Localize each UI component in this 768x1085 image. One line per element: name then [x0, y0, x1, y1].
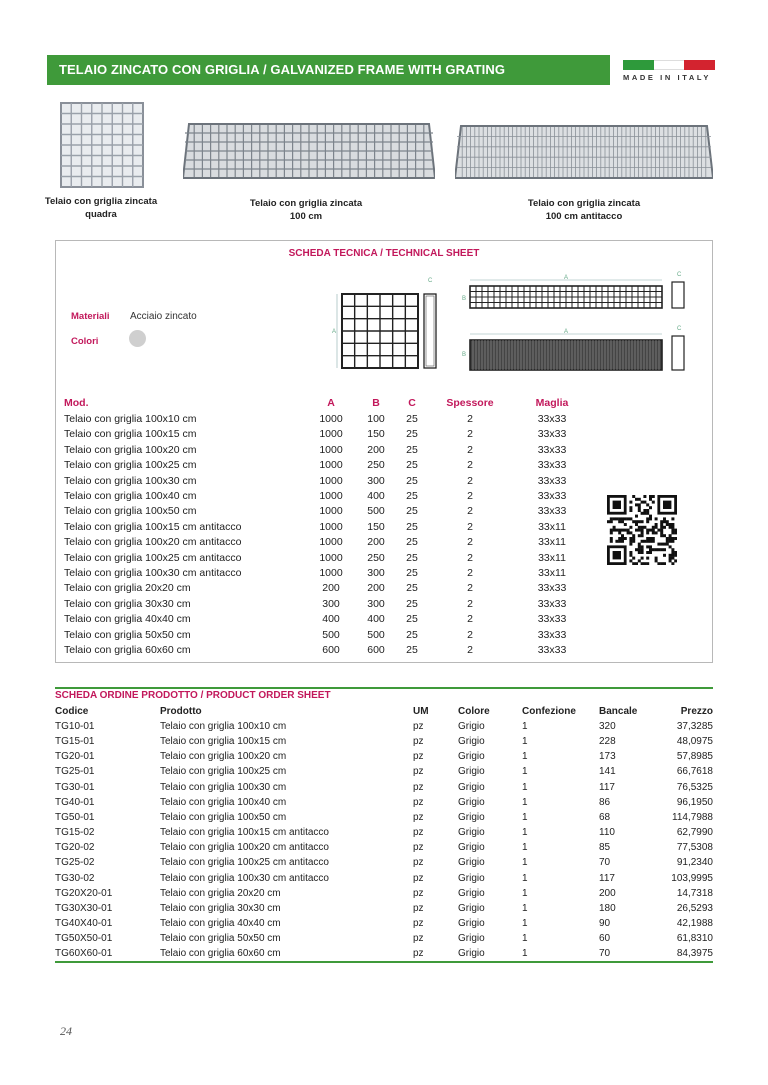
- order-cell-prezzo: 96,1950: [676, 796, 713, 808]
- order-cell-colore: Grigio: [458, 887, 485, 899]
- tech-cell-spessore: 2: [467, 490, 473, 502]
- order-cell-prodotto: Telaio con griglia 20x20 cm: [160, 887, 281, 899]
- tech-cell-maglia: 33x11: [538, 551, 566, 564]
- order-cell-codice: TG50X50-01: [55, 933, 113, 945]
- order-cell-bancale: 228: [599, 736, 616, 748]
- tech-cell-b: 500: [367, 628, 385, 641]
- tech-cell-b: 200: [367, 536, 385, 549]
- tech-cell-spessore: 2: [467, 597, 473, 610]
- tech-cell-a: 1000: [319, 567, 343, 579]
- tech-cell-b: 250: [367, 551, 385, 564]
- tech-cell-spessore: 2: [467, 505, 473, 518]
- tech-cell-a: 400: [322, 613, 340, 626]
- order-cell-colore: Grigio: [458, 917, 485, 929]
- order-cell-colore: Grigio: [458, 811, 485, 823]
- tech-cell-b: 300: [367, 567, 385, 579]
- order-cell-codice: TG40X40-01: [55, 917, 113, 929]
- order-sheet-bottom-rule: [55, 961, 713, 963]
- tech-cell-maglia: 33x33: [537, 613, 567, 626]
- order-cell-colore: Grigio: [458, 796, 485, 808]
- tech-cell-mod: Telaio con griglia 100x20 cm antitacco: [64, 536, 242, 549]
- tech-cell-a: 1000: [319, 428, 343, 441]
- tech-cell-a: 200: [322, 582, 340, 595]
- tech-cell-c: 25: [406, 536, 418, 549]
- order-cell-confezione: 1: [522, 842, 528, 854]
- order-cell-colore: Grigio: [458, 721, 485, 732]
- col-header-prodotto: Prodotto: [160, 706, 202, 717]
- order-cell-confezione: 1: [522, 948, 528, 960]
- order-cell-confezione: 1: [522, 736, 528, 748]
- order-cell-codice: TG30X30-01: [55, 902, 113, 914]
- tech-cell-b: 500: [367, 505, 385, 518]
- tech-cell-b: 600: [367, 644, 385, 656]
- tech-cell-mod: Telaio con griglia 30x30 cm: [64, 597, 191, 610]
- tech-cell-c: 25: [406, 459, 418, 472]
- tech-cell-mod: Telaio con griglia 20x20 cm: [64, 582, 191, 595]
- order-cell-bancale: 70: [599, 948, 611, 960]
- tech-cell-c: 25: [406, 474, 418, 487]
- tech-cell-spessore: 2: [467, 428, 473, 441]
- order-cell-prezzo: 37,3285: [676, 721, 713, 732]
- product-caption: Telaio con griglia zincata quadra: [44, 196, 158, 220]
- order-cell-confezione: 1: [522, 872, 528, 884]
- tech-cell-b: 100: [367, 413, 385, 425]
- order-cell-bancale: 173: [599, 751, 616, 763]
- order-cell-codice: TG60X60-01: [55, 948, 113, 960]
- tech-cell-maglia: 33x33: [537, 582, 567, 595]
- tech-cell-b: 150: [367, 428, 385, 441]
- tech-cell-maglia: 33x11: [538, 567, 566, 579]
- order-cell-colore: Grigio: [458, 736, 485, 748]
- order-cell-codice: TG50-01: [55, 811, 95, 823]
- order-cell-colore: Grigio: [458, 827, 485, 839]
- tech-cell-maglia: 33x33: [537, 474, 567, 487]
- italy-flag-icon: [623, 60, 715, 70]
- col-header-spessore: Spessore: [446, 397, 494, 409]
- order-cell-bancale: 70: [599, 857, 611, 869]
- col-header-maglia: Maglia: [535, 397, 569, 409]
- order-cell-confezione: 1: [522, 721, 528, 732]
- tech-cell-a: 600: [322, 644, 340, 656]
- tech-cell-c: 25: [406, 628, 418, 641]
- order-cell-codice: TG20-01: [55, 751, 95, 763]
- order-cell-prodotto: Telaio con griglia 100x25 cm: [160, 766, 287, 778]
- tech-cell-mod: Telaio con griglia 100x25 cm antitacco: [64, 551, 242, 564]
- order-cell-bancale: 68: [599, 811, 611, 823]
- order-cell-codice: TG20X20-01: [55, 887, 113, 899]
- tech-cell-mod: Telaio con griglia 100x25 cm: [64, 459, 197, 472]
- order-cell-prezzo: 42,1988: [676, 917, 713, 929]
- product-image-square: [60, 102, 144, 188]
- materials-label: Materiali: [71, 311, 110, 322]
- order-cell-um: pz: [413, 827, 424, 839]
- order-cell-um: pz: [413, 857, 424, 869]
- tech-cell-mod: Telaio con griglia 50x50 cm: [64, 628, 191, 641]
- tech-cell-maglia: 33x33: [537, 490, 567, 502]
- tech-cell-maglia: 33x33: [537, 428, 567, 441]
- col-header-codice: Codice: [55, 706, 89, 717]
- order-cell-prezzo: 26,5293: [676, 902, 713, 914]
- tech-cell-b: 400: [367, 613, 385, 626]
- order-cell-um: pz: [413, 917, 424, 929]
- tech-cell-mod: Telaio con griglia 100x50 cm: [64, 505, 197, 518]
- order-cell-prezzo: 91,2340: [676, 857, 713, 869]
- order-cell-codice: TG20-02: [55, 842, 95, 854]
- order-cell-colore: Grigio: [458, 842, 485, 854]
- order-sheet-title: SCHEDA ORDINE PRODOTTO / PRODUCT ORDER SHEET: [55, 690, 331, 701]
- order-cell-prodotto: Telaio con griglia 50x50 cm: [160, 933, 281, 945]
- order-cell-confezione: 1: [522, 857, 528, 869]
- order-cell-confezione: 1: [522, 751, 528, 763]
- order-cell-um: pz: [413, 796, 424, 808]
- product-caption: Telaio con griglia zincata 100 cm: [249, 198, 363, 222]
- tech-cell-spessore: 2: [467, 644, 473, 656]
- tech-cell-a: 1000: [319, 536, 343, 549]
- materials-value: Acciaio zincato: [130, 311, 197, 322]
- tech-cell-maglia: 33x11: [538, 536, 566, 549]
- tech-cell-b: 400: [367, 490, 385, 502]
- order-cell-codice: TG25-02: [55, 857, 95, 869]
- colors-label: Colori: [71, 336, 99, 347]
- dim-a-label: A: [564, 275, 569, 281]
- order-cell-um: pz: [413, 872, 424, 884]
- tech-cell-mod: Telaio con griglia 60x60 cm: [64, 644, 191, 656]
- product-caption: Telaio con griglia zincata 100 cm antitacco: [527, 198, 641, 222]
- tech-cell-maglia: 33x33: [537, 628, 567, 641]
- order-cell-prezzo: 103,9995: [671, 872, 713, 884]
- tech-cell-maglia: 33x33: [537, 644, 567, 656]
- order-cell-bancale: 200: [599, 887, 616, 899]
- order-cell-um: pz: [413, 781, 424, 793]
- order-cell-colore: Grigio: [458, 948, 485, 960]
- tech-cell-a: 1000: [319, 413, 343, 425]
- order-cell-bancale: 110: [599, 827, 615, 839]
- tech-cell-mod: Telaio con griglia 100x10 cm: [64, 413, 197, 425]
- tech-cell-c: 25: [406, 490, 418, 502]
- order-cell-um: pz: [413, 887, 424, 899]
- order-cell-prezzo: 14,7318: [676, 887, 713, 899]
- order-cell-confezione: 1: [522, 917, 528, 929]
- order-cell-confezione: 1: [522, 766, 528, 778]
- tech-cell-c: 25: [406, 428, 418, 441]
- order-cell-prodotto: Telaio con griglia 100x15 cm: [160, 736, 287, 748]
- tech-cell-a: 500: [322, 628, 340, 641]
- tech-cell-c: 25: [406, 520, 418, 533]
- dim-c-label: C: [428, 278, 433, 284]
- col-header-confezione: Confezione: [522, 706, 576, 717]
- order-cell-um: pz: [413, 721, 424, 732]
- order-cell-prezzo: 66,7618: [676, 766, 713, 778]
- tech-cell-mod: Telaio con griglia 40x40 cm: [64, 613, 191, 626]
- order-cell-bancale: 180: [599, 902, 616, 914]
- order-cell-colore: Grigio: [458, 872, 485, 884]
- order-cell-prezzo: 48,0975: [676, 736, 713, 748]
- order-cell-bancale: 86: [599, 796, 611, 808]
- order-cell-um: pz: [413, 933, 424, 945]
- order-cell-prodotto: Telaio con griglia 40x40 cm: [160, 917, 281, 929]
- tech-cell-c: 25: [406, 644, 418, 656]
- tech-cell-maglia: 33x33: [537, 443, 567, 456]
- tech-cell-c: 25: [406, 413, 418, 425]
- tech-cell-spessore: 2: [467, 474, 473, 487]
- tech-cell-spessore: 2: [467, 567, 473, 579]
- tech-cell-a: 1000: [319, 520, 343, 533]
- made-in-italy-label: MADE IN ITALY: [623, 73, 711, 82]
- tech-cell-c: 25: [406, 567, 418, 579]
- order-cell-prodotto: Telaio con griglia 100x30 cm antitacco: [160, 872, 329, 884]
- order-cell-prodotto: Telaio con griglia 100x15 cm antitacco: [160, 827, 329, 839]
- order-cell-codice: TG10-01: [55, 721, 95, 732]
- order-cell-prodotto: Telaio con griglia 100x30 cm: [160, 781, 287, 793]
- tech-cell-a: 1000: [319, 551, 343, 564]
- order-cell-bancale: 85: [599, 842, 611, 854]
- tech-cell-c: 25: [406, 613, 418, 626]
- tech-cell-spessore: 2: [467, 582, 473, 595]
- technical-sheet-title: SCHEDA TECNICA / TECHNICAL SHEET: [288, 248, 480, 259]
- product-image-100cm: [183, 122, 435, 180]
- order-cell-prezzo: 76,5325: [676, 781, 713, 793]
- qr-code-icon: [607, 495, 677, 565]
- tech-cell-maglia: 33x33: [537, 459, 567, 472]
- order-cell-confezione: 1: [522, 796, 528, 808]
- tech-cell-a: 1000: [319, 474, 343, 487]
- order-cell-bancale: 320: [599, 721, 616, 732]
- col-header-c: C: [408, 397, 416, 409]
- tech-cell-mod: Telaio con griglia 100x30 cm antitacco: [64, 567, 242, 579]
- order-cell-um: pz: [413, 948, 424, 960]
- order-cell-prodotto: Telaio con griglia 100x10 cm: [160, 721, 287, 732]
- order-sheet-top-rule: [55, 687, 713, 689]
- order-cell-um: pz: [413, 842, 424, 854]
- tech-cell-spessore: 2: [467, 551, 473, 564]
- page-number: 24: [60, 1024, 72, 1038]
- order-cell-um: pz: [413, 902, 424, 914]
- tech-cell-b: 200: [367, 582, 385, 595]
- order-cell-codice: TG15-02: [55, 827, 95, 839]
- order-cell-confezione: 1: [522, 827, 528, 839]
- order-cell-prodotto: Telaio con griglia 100x20 cm antitacco: [160, 842, 329, 854]
- tech-cell-maglia: 33x11: [538, 520, 566, 533]
- dim-b-label: B: [462, 352, 467, 358]
- order-cell-confezione: 1: [522, 902, 528, 914]
- order-cell-um: pz: [413, 811, 424, 823]
- order-cell-confezione: 1: [522, 811, 528, 823]
- order-cell-um: pz: [413, 736, 424, 748]
- col-header-um: UM: [413, 706, 429, 717]
- tech-cell-spessore: 2: [467, 413, 473, 425]
- order-cell-codice: TG40-01: [55, 796, 95, 808]
- order-cell-colore: Grigio: [458, 933, 485, 945]
- tech-cell-maglia: 33x33: [537, 505, 567, 518]
- product-image-100cm-antitacco: [455, 124, 713, 180]
- tech-cell-a: 1000: [319, 505, 343, 518]
- order-cell-colore: Grigio: [458, 857, 485, 869]
- order-cell-prezzo: 114,7988: [672, 811, 713, 823]
- tech-cell-b: 150: [367, 520, 385, 533]
- order-cell-um: pz: [413, 766, 424, 778]
- order-cell-confezione: 1: [522, 933, 528, 945]
- col-header-mod: Mod.: [64, 397, 89, 409]
- col-header-b: B: [372, 397, 380, 409]
- tech-cell-mod: Telaio con griglia 100x40 cm: [64, 490, 197, 502]
- dim-c-label: C: [677, 326, 682, 332]
- order-cell-prezzo: 57,8985: [676, 751, 713, 763]
- tech-cell-c: 25: [406, 582, 418, 595]
- order-cell-colore: Grigio: [458, 902, 485, 914]
- tech-cell-b: 250: [367, 459, 385, 472]
- tech-cell-maglia: 33x33: [537, 413, 567, 425]
- tech-cell-b: 300: [367, 474, 385, 487]
- tech-cell-c: 25: [406, 551, 418, 564]
- long-grate-drawing: [458, 270, 693, 375]
- tech-cell-a: 300: [322, 597, 340, 610]
- tech-cell-b: 200: [367, 443, 385, 456]
- page-title: TELAIO ZINCATO CON GRIGLIA / GALVANIZED FRAME WITH GRATING: [47, 55, 610, 85]
- order-cell-codice: TG25-01: [55, 766, 95, 778]
- col-header-a: A: [327, 397, 335, 409]
- order-cell-colore: Grigio: [458, 781, 485, 793]
- tech-cell-mod: Telaio con griglia 100x20 cm: [64, 443, 197, 456]
- col-header-bancale: Bancale: [599, 706, 638, 717]
- col-header-colore: Colore: [458, 706, 490, 717]
- order-cell-prezzo: 84,3975: [676, 948, 713, 960]
- order-cell-bancale: 117: [599, 872, 615, 884]
- tech-cell-mod: Telaio con griglia 100x15 cm antitacco: [64, 520, 242, 533]
- tech-cell-spessore: 2: [467, 443, 473, 456]
- tech-cell-spessore: 2: [467, 459, 473, 472]
- tech-cell-c: 25: [406, 505, 418, 518]
- tech-cell-c: 25: [406, 597, 418, 610]
- order-cell-bancale: 141: [599, 766, 616, 778]
- order-cell-confezione: 1: [522, 781, 528, 793]
- order-cell-bancale: 117: [599, 781, 615, 793]
- order-cell-colore: Grigio: [458, 766, 485, 778]
- col-header-prezzo: Prezzo: [680, 706, 713, 717]
- order-cell-prezzo: 62,7990: [676, 827, 713, 839]
- tech-cell-spessore: 2: [467, 536, 473, 549]
- tech-cell-spessore: 2: [467, 613, 473, 626]
- tech-cell-mod: Telaio con griglia 100x30 cm: [64, 474, 197, 487]
- order-cell-bancale: 60: [599, 933, 611, 945]
- tech-cell-a: 1000: [319, 459, 343, 472]
- tech-cell-maglia: 33x33: [537, 597, 567, 610]
- order-cell-confezione: 1: [522, 887, 528, 899]
- square-grate-drawing: [330, 274, 442, 374]
- tech-cell-mod: Telaio con griglia 100x15 cm: [64, 428, 197, 441]
- order-cell-prodotto: Telaio con griglia 100x20 cm: [160, 751, 287, 763]
- tech-cell-a: 1000: [319, 443, 343, 456]
- tech-cell-spessore: 2: [467, 520, 473, 533]
- order-cell-prodotto: Telaio con griglia 100x25 cm antitacco: [160, 857, 329, 869]
- order-cell-um: pz: [413, 751, 424, 763]
- order-cell-prezzo: 61,8310: [676, 933, 713, 945]
- order-cell-prodotto: Telaio con griglia 100x40 cm: [160, 796, 287, 808]
- order-cell-prodotto: Telaio con griglia 100x50 cm: [160, 811, 287, 823]
- tech-cell-a: 1000: [319, 490, 343, 502]
- order-cell-bancale: 90: [599, 917, 611, 929]
- tech-cell-c: 25: [406, 443, 418, 456]
- color-swatch: [129, 330, 146, 347]
- tech-cell-spessore: 2: [467, 628, 473, 641]
- order-cell-prodotto: Telaio con griglia 30x30 cm: [160, 902, 281, 914]
- order-cell-codice: TG30-02: [55, 872, 95, 884]
- order-cell-codice: TG15-01: [55, 736, 95, 748]
- dim-b-label: B: [462, 296, 467, 302]
- order-cell-codice: TG30-01: [55, 781, 95, 793]
- tech-cell-b: 300: [367, 597, 385, 610]
- order-cell-prodotto: Telaio con griglia 60x60 cm: [160, 948, 281, 960]
- dim-a-label: A: [332, 329, 337, 335]
- order-cell-prezzo: 77,5308: [676, 842, 713, 854]
- order-cell-colore: Grigio: [458, 751, 485, 763]
- dim-a-label: A: [564, 329, 569, 335]
- dim-c-label: C: [677, 272, 682, 278]
